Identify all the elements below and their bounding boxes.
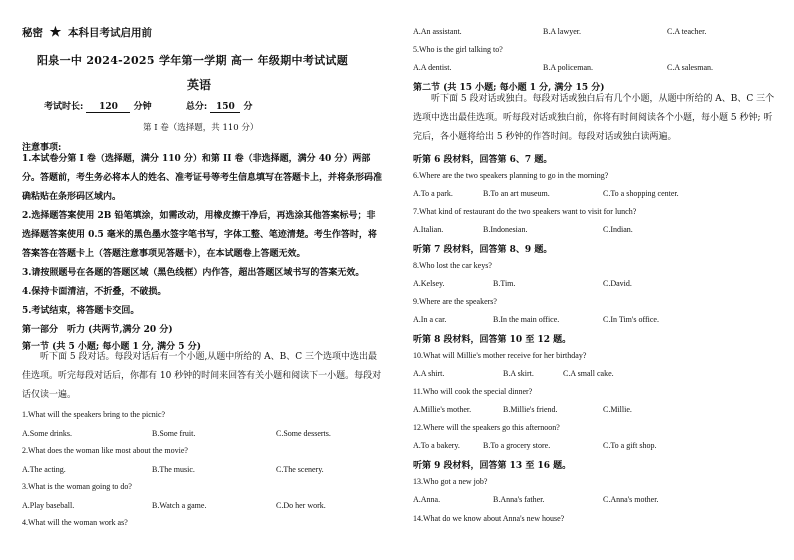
part-one-heading: 第 I 卷（选择题，共 110 分） — [143, 123, 259, 133]
question-10-option-c[interactable]: C.A small cake. — [563, 369, 614, 378]
listening-part-heading: 第一部分 听力 (共两节,满分 20 分) — [22, 325, 173, 335]
question-4-option-c[interactable]: C.A teacher. — [667, 27, 707, 36]
question-4-option-a[interactable]: A.An assistant. — [413, 27, 462, 36]
question-12-stem: 12.Where will the speakers go this afternoon? — [413, 423, 560, 432]
time-label: 考试时长: — [44, 102, 84, 112]
section-two-intro: 听下面 5 段对话或独白。每段对话或独白后有几个小题，从题中所给的 A、B、C 三个选项中选出最佳选项。听每段对话或独白前，你将有时间阅读各个小题，每小题 5 秒钟; 听完后，各小题将给出 5 秒钟的作答时间。每段对话或独白读两遍。 — [413, 94, 775, 142]
material-8-heading: 听第 8 段材料，回答第 10 至 12 题。 — [413, 335, 572, 345]
note-2: 2.选择题答案使用 2B 铅笔填涂，如需改动，用橡皮擦干净后，再选涂其他答案标号；非选择题答案使用 0.5 毫米的黑色墨水签字笔书写，字体工整、笔迹清楚。考生作答时，将答案答在答题卡上（答题注意事项见答题卡），在本试题卷上答题无效。 — [22, 211, 377, 259]
question-9-stem: 9.Where are the speakers? — [413, 297, 497, 306]
question-1-stem: 1.What will the speakers bring to the picnic? — [22, 410, 166, 419]
section-two-heading: 第二节 (共 15 小题; 每小题 1 分, 满分 15 分) — [413, 83, 605, 93]
exam-title: 阳泉一中 2024-2025 学年第一学期 高一 年级期中考试试题 — [37, 54, 349, 67]
question-2-option-b[interactable]: B.The music. — [152, 465, 195, 474]
question-12-option-a[interactable]: A.To a bakery. — [413, 441, 460, 450]
question-6-option-b[interactable]: B.To an art museum. — [483, 189, 550, 198]
question-1-option-b[interactable]: B.Some fruit. — [152, 429, 196, 438]
subject-title: 英语 — [187, 78, 212, 92]
question-11-option-b[interactable]: B.Millie's friend. — [503, 405, 558, 414]
time-value: 120 — [86, 102, 130, 113]
question-14-stem: 14.What do we know about Anna's new house? — [413, 514, 565, 523]
time-unit: 分钟 — [133, 102, 152, 112]
question-2-option-c[interactable]: C.The scenery. — [276, 465, 324, 474]
question-13-option-a[interactable]: A.Anna. — [413, 495, 441, 504]
question-6-option-a[interactable]: A.To a park. — [413, 189, 453, 198]
question-3-option-a[interactable]: A.Play baseball. — [22, 501, 75, 510]
question-5-option-a[interactable]: A.A dentist. — [413, 63, 452, 72]
note-4: 4.保持卡面清洁，不折叠，不破损。 — [22, 287, 167, 297]
question-13-stem: 13.Who got a new job? — [413, 477, 488, 486]
question-9-option-b[interactable]: B.In the main office. — [493, 315, 560, 324]
question-5-option-c[interactable]: C.A salesman. — [667, 63, 713, 72]
question-5-stem: 5.Who is the girl talking to? — [413, 45, 503, 54]
confidential-mark — [22, 25, 152, 40]
score-unit: 分 — [243, 102, 253, 112]
star-icon: ★ — [49, 25, 62, 40]
note-3: 3.请按照题号在各题的答题区域（黑色线框）内作答，超出答题区域书写的答案无效。 — [22, 268, 365, 278]
question-7-stem: 7.What kind of restaurant do the two speakers want to visit for lunch? — [413, 207, 637, 216]
question-2-stem: 2.What does the woman like most about the movie? — [22, 446, 188, 455]
score-label: 总分: — [185, 102, 208, 112]
question-9-option-c[interactable]: C.In Tim's office. — [603, 315, 659, 324]
question-9-option-a[interactable]: A.In a car. — [413, 315, 447, 324]
section-one-intro: 听下面 5 段对话。每段对话后有一个小题,从题中所给的 A、B、C 三个选项中选出最佳选项。听完每段对话后，你都有 10 秒钟的时间来回答有关小题和阅读下一小题。每段对话仅读一遍。 — [22, 352, 382, 400]
question-10-option-b[interactable]: B.A skirt. — [503, 369, 534, 378]
question-8-option-a[interactable]: A.Kelsey. — [413, 279, 445, 288]
question-1-option-c[interactable]: C.Some desserts. — [276, 429, 331, 438]
note-1: 1.本试卷分第 I 卷（选择题，满分 110 分）和第 II 卷（非选择题，满分 40 分）两部分。答题前，考生务必将本人的姓名、准考证号等考生信息填写在答题卡上，并将条形码准确粘贴在条形码区域内。 — [22, 154, 383, 202]
question-5-option-b[interactable]: B.A policeman. — [543, 63, 593, 72]
question-13-option-b[interactable]: B.Anna's father. — [493, 495, 545, 504]
note-5: 5.考试结束，将答题卡交回。 — [22, 306, 140, 316]
question-4-option-b[interactable]: B.A lawyer. — [543, 27, 581, 36]
question-7-option-c[interactable]: C.Indian. — [603, 225, 633, 234]
question-6-option-c[interactable]: C.To a shopping center. — [603, 189, 679, 198]
score-value: 150 — [210, 102, 240, 113]
question-10-option-a[interactable]: A.A shirt. — [413, 369, 445, 378]
question-11-option-c[interactable]: C.Millie. — [603, 405, 632, 414]
question-2-option-a[interactable]: A.The acting. — [22, 465, 66, 474]
question-7-option-a[interactable]: A.Italian. — [413, 225, 444, 234]
question-12-option-c[interactable]: C.To a gift shop. — [603, 441, 657, 450]
question-8-option-c[interactable]: C.David. — [603, 279, 632, 288]
question-8-stem: 8.Who lost the car keys? — [413, 261, 492, 270]
question-3-option-b[interactable]: B.Watch a game. — [152, 501, 207, 510]
notes-heading: 注意事项: — [22, 143, 62, 153]
question-13-option-c[interactable]: C.Anna's mother. — [603, 495, 659, 504]
question-10-stem: 10.What will Millie's mother receive for her birthday? — [413, 351, 587, 360]
question-1-option-a[interactable]: A.Some drinks. — [22, 429, 72, 438]
material-9-heading: 听第 9 段材料，回答第 13 至 16 题。 — [413, 461, 572, 471]
question-7-option-b[interactable]: B.Indonesian. — [483, 225, 528, 234]
question-12-option-b[interactable]: B.To a grocery store. — [483, 441, 551, 450]
exam-info — [44, 99, 253, 113]
question-4-stem: 4.What will the woman work as? — [22, 518, 128, 527]
material-7-heading: 听第 7 段材料，回答第 8、9 题。 — [413, 245, 553, 255]
question-8-option-b[interactable]: B.Tim. — [493, 279, 516, 288]
question-3-option-c[interactable]: C.Do her work. — [276, 501, 326, 510]
question-3-stem: 3.What is the woman going to do? — [22, 482, 132, 491]
secret-label: 秘密 — [22, 27, 43, 39]
question-11-option-a[interactable]: A.Millie's mother. — [413, 405, 472, 414]
material-6-heading: 听第 6 段材料，回答第 6、7 题。 — [413, 155, 553, 165]
secret-rest: 本科目考试启用前 — [67, 27, 152, 39]
section-one-heading: 第一节 (共 5 小题; 每小题 1 分, 满分 5 分) — [22, 342, 201, 352]
question-6-stem: 6.Where are the two speakers planning to go in the morning? — [413, 171, 609, 180]
question-11-stem: 11.Who will cook the special dinner? — [413, 387, 533, 396]
